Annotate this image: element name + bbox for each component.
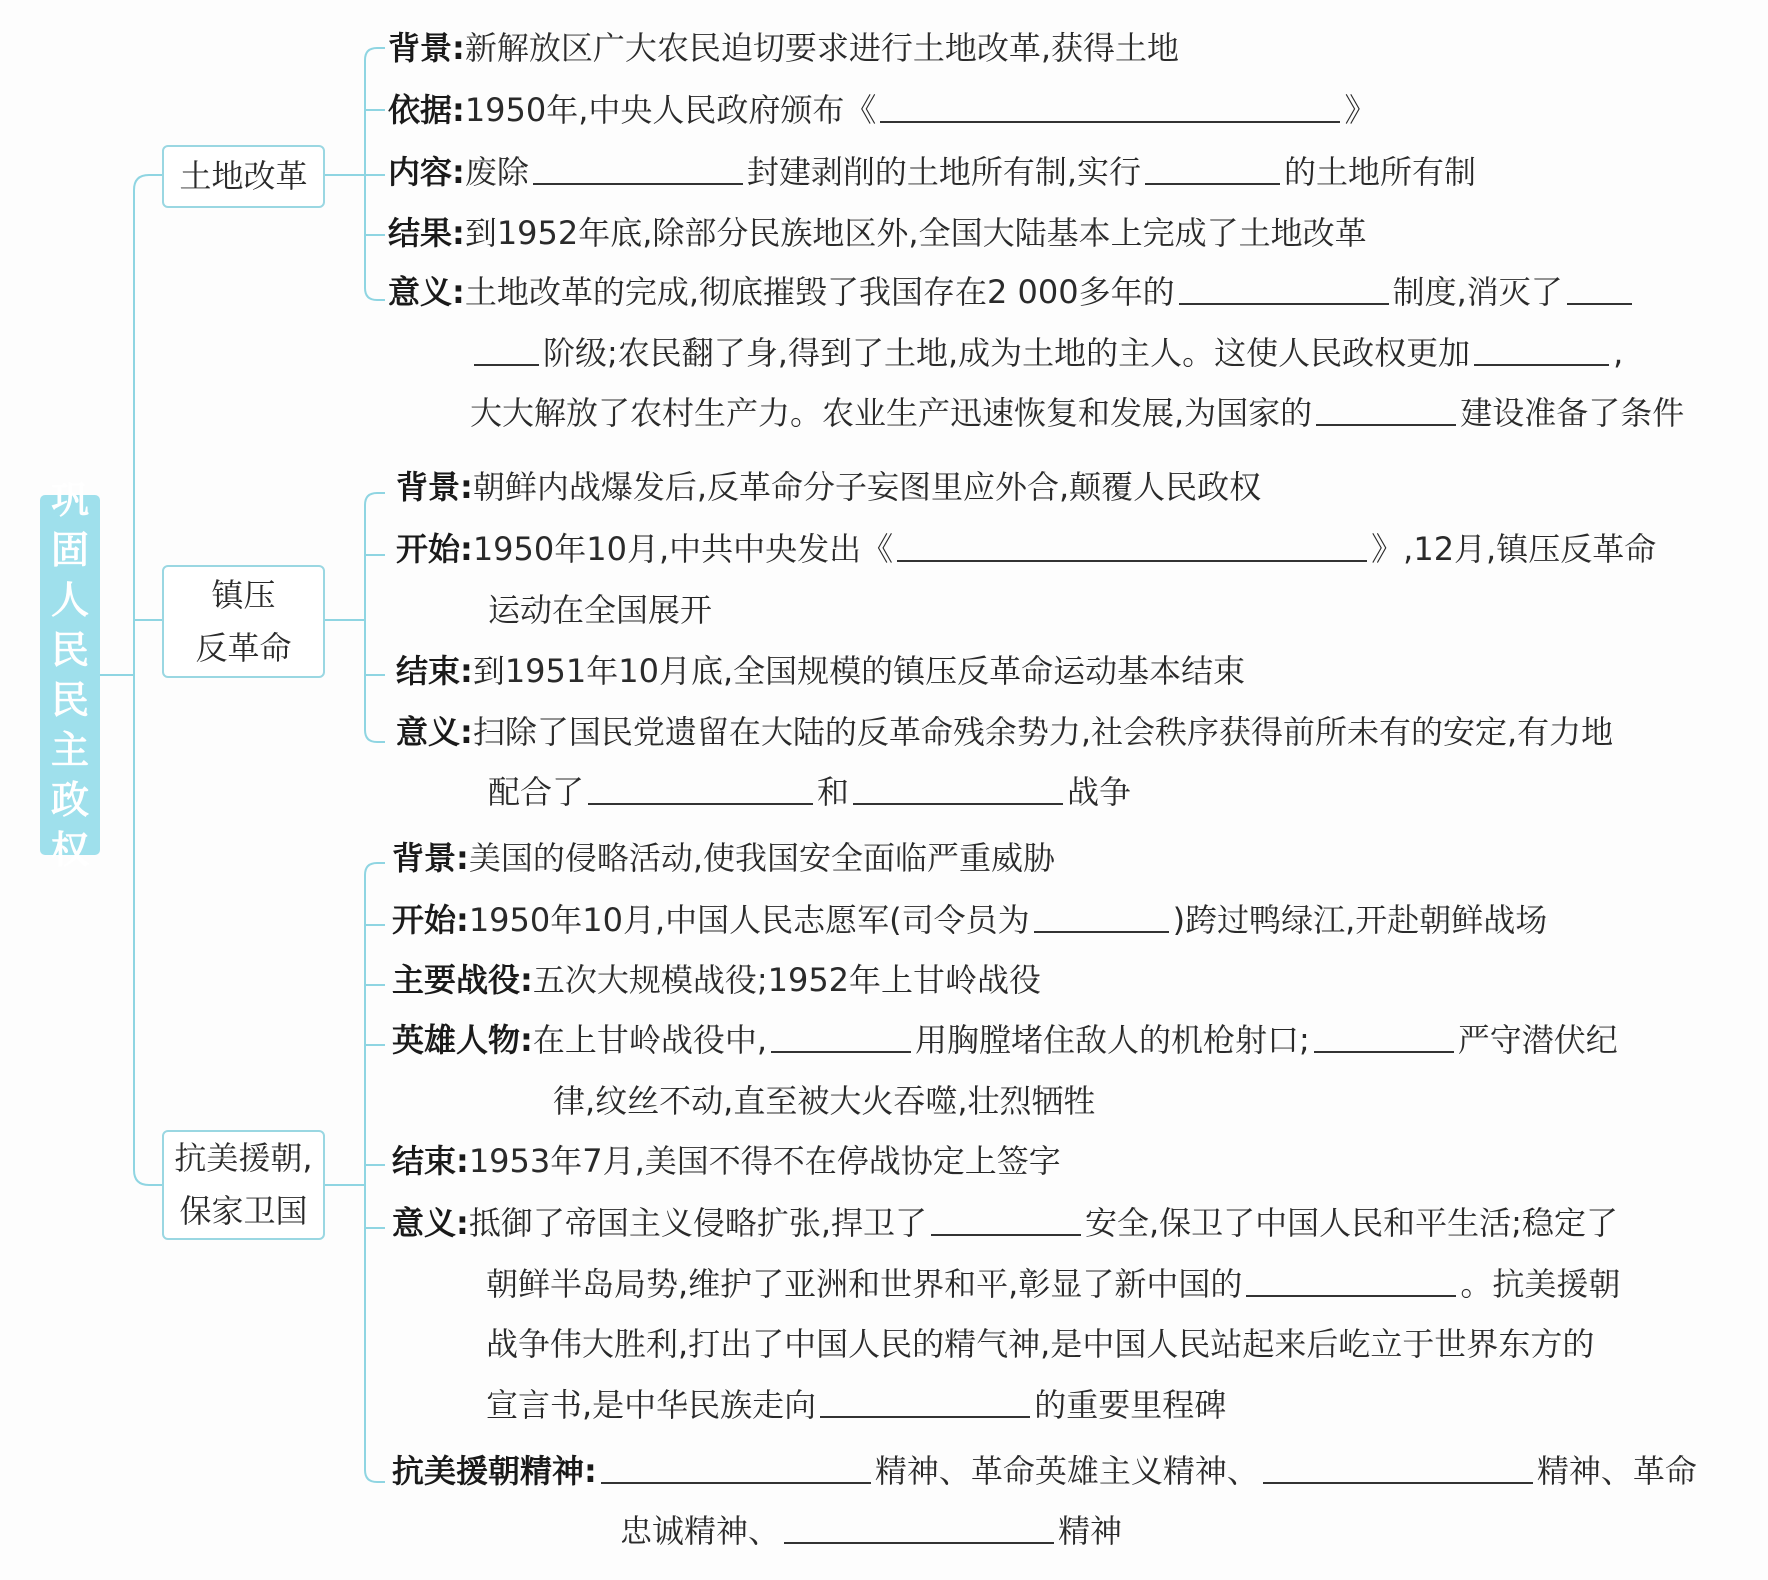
- korea-meaning-3: 战争伟大胜利,打出了中国人民的精气神,是中国人民站起来后屹立于世界东方的: [486, 1325, 1595, 1363]
- korea-battles: 主要战役:五次大规模战役;1952年上甘岭战役: [392, 961, 1042, 999]
- land-result: 结果:到1952年底,除部分民族地区外,全国大陆基本上完成了土地改革: [388, 214, 1367, 252]
- suppress-background: 背景:朝鲜内战爆发后,反革命分子妄图里应外合,颠覆人民政权: [396, 468, 1262, 506]
- land-meaning-2: 阶级;农民翻了身,得到了土地,成为土地的主人。这使人民政权更加 ,: [470, 333, 1623, 373]
- blank-field[interactable]: [784, 1512, 1054, 1544]
- topic-label: 土地改革: [179, 157, 308, 195]
- land-meaning-3: 大大解放了农村生产力。农业生产迅速恢复和发展,为国家的 建设准备了条件: [470, 394, 1685, 432]
- land-basis: 依据:1950年,中央人民政府颁布《 》: [388, 91, 1377, 129]
- suppress-start-2: 运动在全国展开: [488, 591, 713, 629]
- korea-spirit: 抗美援朝精神: 精神、革命英雄主义精神、 精神、革命: [392, 1452, 1697, 1490]
- root-title-char: 固: [50, 528, 89, 572]
- root-title-char: 民: [50, 678, 89, 722]
- suppress-meaning-2: 配合了 和 战争: [488, 773, 1132, 811]
- suppress-start: 开始:1950年10月,中共中央发出《 》,12月,镇压反革命: [396, 530, 1657, 568]
- korea-meaning: 意义:抵御了帝国主义侵略扩张,捍卫了 安全,保卫了中国人民和平生活;稳定了: [392, 1204, 1618, 1242]
- korea-spirit-2: 忠诚精神、 精神: [620, 1512, 1123, 1550]
- blank-field[interactable]: [1034, 901, 1169, 933]
- topic-label: 保家卫国: [179, 1192, 308, 1230]
- suppress-end: 结束:到1951年10月底,全国规模的镇压反革命运动基本结束: [396, 652, 1246, 690]
- blank-field[interactable]: [820, 1386, 1030, 1418]
- blank-field[interactable]: [1314, 1021, 1454, 1053]
- blank-field[interactable]: [588, 773, 813, 805]
- topic-korea: [162, 1130, 325, 1240]
- root-title-char: 政: [50, 778, 89, 822]
- korea-heroes: 英雄人物:在上甘岭战役中, 用胸膛堵住敌人的机枪射口; 严守潜伏纪: [392, 1021, 1618, 1059]
- connector-land-reform: [325, 48, 385, 300]
- topic-label: 镇压: [211, 575, 276, 614]
- blank-field[interactable]: [601, 1452, 871, 1484]
- blank-field[interactable]: [853, 773, 1063, 805]
- connector-korea: [325, 863, 385, 1482]
- korea-start: 开始:1950年10月,中国人民志愿军(司令员为 )跨过鸭绿江,开赴朝鲜战场: [392, 901, 1548, 939]
- blank-field[interactable]: [1246, 1265, 1456, 1297]
- root-node: [40, 478, 100, 872]
- topic-suppress: [162, 565, 325, 678]
- land-meaning: 意义:土地改革的完成,彻底摧毁了我国存在2 000多年的 制度,消灭了: [388, 272, 1636, 312]
- topic-land-reform: [162, 145, 325, 208]
- blank-field[interactable]: [931, 1204, 1081, 1236]
- land-background: 背景:新解放区广大农民迫切要求进行土地改革,获得土地: [388, 29, 1179, 67]
- blank-field[interactable]: [1316, 394, 1456, 426]
- blank-field[interactable]: [1474, 334, 1609, 366]
- blank-field[interactable]: [474, 334, 539, 366]
- blank-field[interactable]: [1179, 273, 1389, 305]
- root-title-char: 人: [50, 578, 89, 622]
- blank-field[interactable]: [771, 1021, 911, 1053]
- blank-field[interactable]: [1145, 153, 1280, 185]
- connector-suppress: [325, 493, 385, 742]
- blank-field[interactable]: [1567, 273, 1632, 305]
- blank-field[interactable]: [1263, 1452, 1533, 1484]
- blank-field[interactable]: [897, 530, 1367, 562]
- topic-label: 反革命: [195, 628, 292, 667]
- korea-heroes-2: 律,纹丝不动,直至被大火吞噬,壮烈牺牲: [553, 1082, 1096, 1120]
- korea-background: 背景:美国的侵略活动,使我国安全面临严重威胁: [392, 839, 1055, 877]
- blank-field[interactable]: [880, 91, 1340, 123]
- topic-label: 抗美援朝,: [174, 1139, 313, 1177]
- root-title-char: 主: [50, 728, 89, 772]
- root-title-char: 巩: [50, 478, 89, 522]
- connector-trunk: [134, 175, 162, 1185]
- root-title-char: 民: [50, 628, 89, 672]
- root-title-char: 权: [50, 828, 89, 872]
- korea-meaning-4: 宣言书,是中华民族走向 的重要里程碑: [486, 1386, 1227, 1424]
- korea-meaning-2: 朝鲜半岛局势,维护了亚洲和世界和平,彰显了新中国的 。抗美援朝: [486, 1265, 1621, 1303]
- blank-field[interactable]: [533, 153, 743, 185]
- land-content: 内容:废除 封建剥削的土地所有制,实行 的土地所有制: [388, 153, 1477, 191]
- suppress-meaning: 意义:扫除了国民党遗留在大陆的反革命残余势力,社会秩序获得前所未有的安定,有力地: [396, 713, 1614, 751]
- korea-end: 结束:1953年7月,美国不得不在停战协定上签字: [392, 1142, 1061, 1180]
